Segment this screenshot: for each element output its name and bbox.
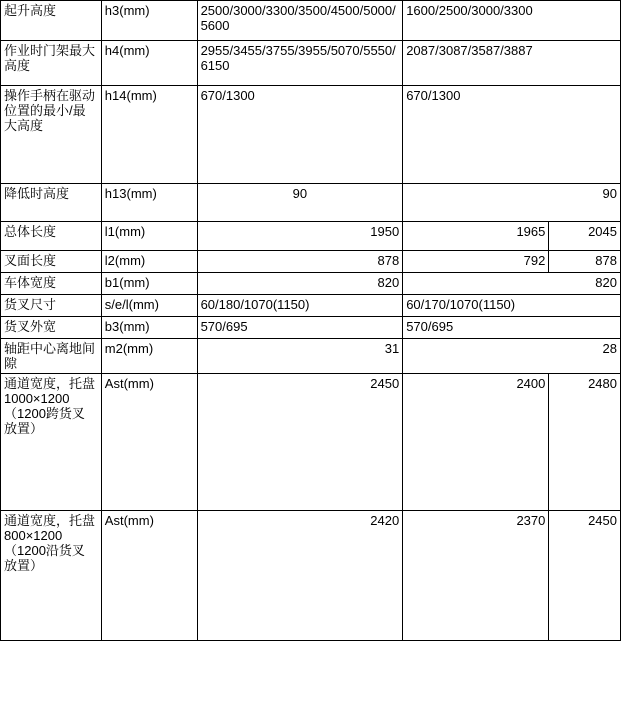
row-value-a: 878 [197,251,403,273]
table-row [1,41,621,86]
row-value-c: 2480 [549,374,621,511]
row-value-a: 60/180/1070(1150) [197,295,403,317]
table-row [1,1,621,41]
row-label: 货叉外宽 [1,317,102,339]
table-row [1,317,621,339]
table-row [1,339,621,374]
row-value-b: 60/170/1070(1150) [403,295,621,317]
row-label: 轴距中心离地间隙 [1,339,102,374]
row-code: Ast(mm) [101,374,197,511]
row-value-b: 1965 [403,222,549,251]
row-value-c: 2045 [549,222,621,251]
row-label: 车体宽度 [1,273,102,295]
row-code: b3(mm) [101,317,197,339]
row-value-c: 2450 [549,511,621,641]
row-label: 货叉尺寸 [1,295,102,317]
row-code: h13(mm) [101,184,197,222]
row-value-c: 878 [549,251,621,273]
row-value-a: 570/695 [197,317,403,339]
row-value-b: 570/695 [403,317,621,339]
table-row [1,222,621,251]
row-value-b: 670/1300 [403,86,621,184]
row-label: 通道宽度，托盘800×1200（1200沿货叉放置） [1,511,102,641]
row-value-a: 2450 [197,374,403,511]
row-code: h14(mm) [101,86,197,184]
table-row [1,251,621,273]
row-code: b1(mm) [101,273,197,295]
row-value-a: 2420 [197,511,403,641]
row-value-b: 792 [403,251,549,273]
row-code: s/e/l(mm) [101,295,197,317]
row-label: 操作手柄在驱动位置的最小/最大高度 [1,86,102,184]
table-row [1,184,621,222]
table-row [1,86,621,184]
table-body [1,1,621,641]
row-label: 叉面长度 [1,251,102,273]
table-row [1,295,621,317]
row-code: l1(mm) [101,222,197,251]
row-value-b: 1600/2500/3000/3300 [403,1,621,41]
row-value-a: 670/1300 [197,86,403,184]
row-value-b: 90 [403,184,621,222]
row-label: 起升高度 [1,1,102,41]
row-code: l2(mm) [101,251,197,273]
row-code: h3(mm) [101,1,197,41]
row-value-b: 2400 [403,374,549,511]
table-row [1,273,621,295]
row-value-a: 2955/3455/3755/3955/5070/5550/6150 [197,41,403,86]
row-value-b: 2087/3087/3587/3887 [403,41,621,86]
row-code: h4(mm) [101,41,197,86]
row-value-b: 820 [403,273,621,295]
row-value-a: 820 [197,273,403,295]
row-label: 总体长度 [1,222,102,251]
row-label: 作业时门架最大高度 [1,41,102,86]
row-value-a: 31 [197,339,403,374]
row-value-a: 1950 [197,222,403,251]
row-value-b: 2370 [403,511,549,641]
row-code: m2(mm) [101,339,197,374]
row-code: Ast(mm) [101,511,197,641]
row-value-b: 28 [403,339,621,374]
row-label: 通道宽度，托盘1000×1200（1200跨货叉放置） [1,374,102,511]
table-row [1,374,621,511]
row-label: 降低时高度 [1,184,102,222]
row-value-a: 90 [197,184,403,222]
row-value-a: 2500/3000/3300/3500/4500/5000/5600 [197,1,403,41]
table-row [1,511,621,641]
